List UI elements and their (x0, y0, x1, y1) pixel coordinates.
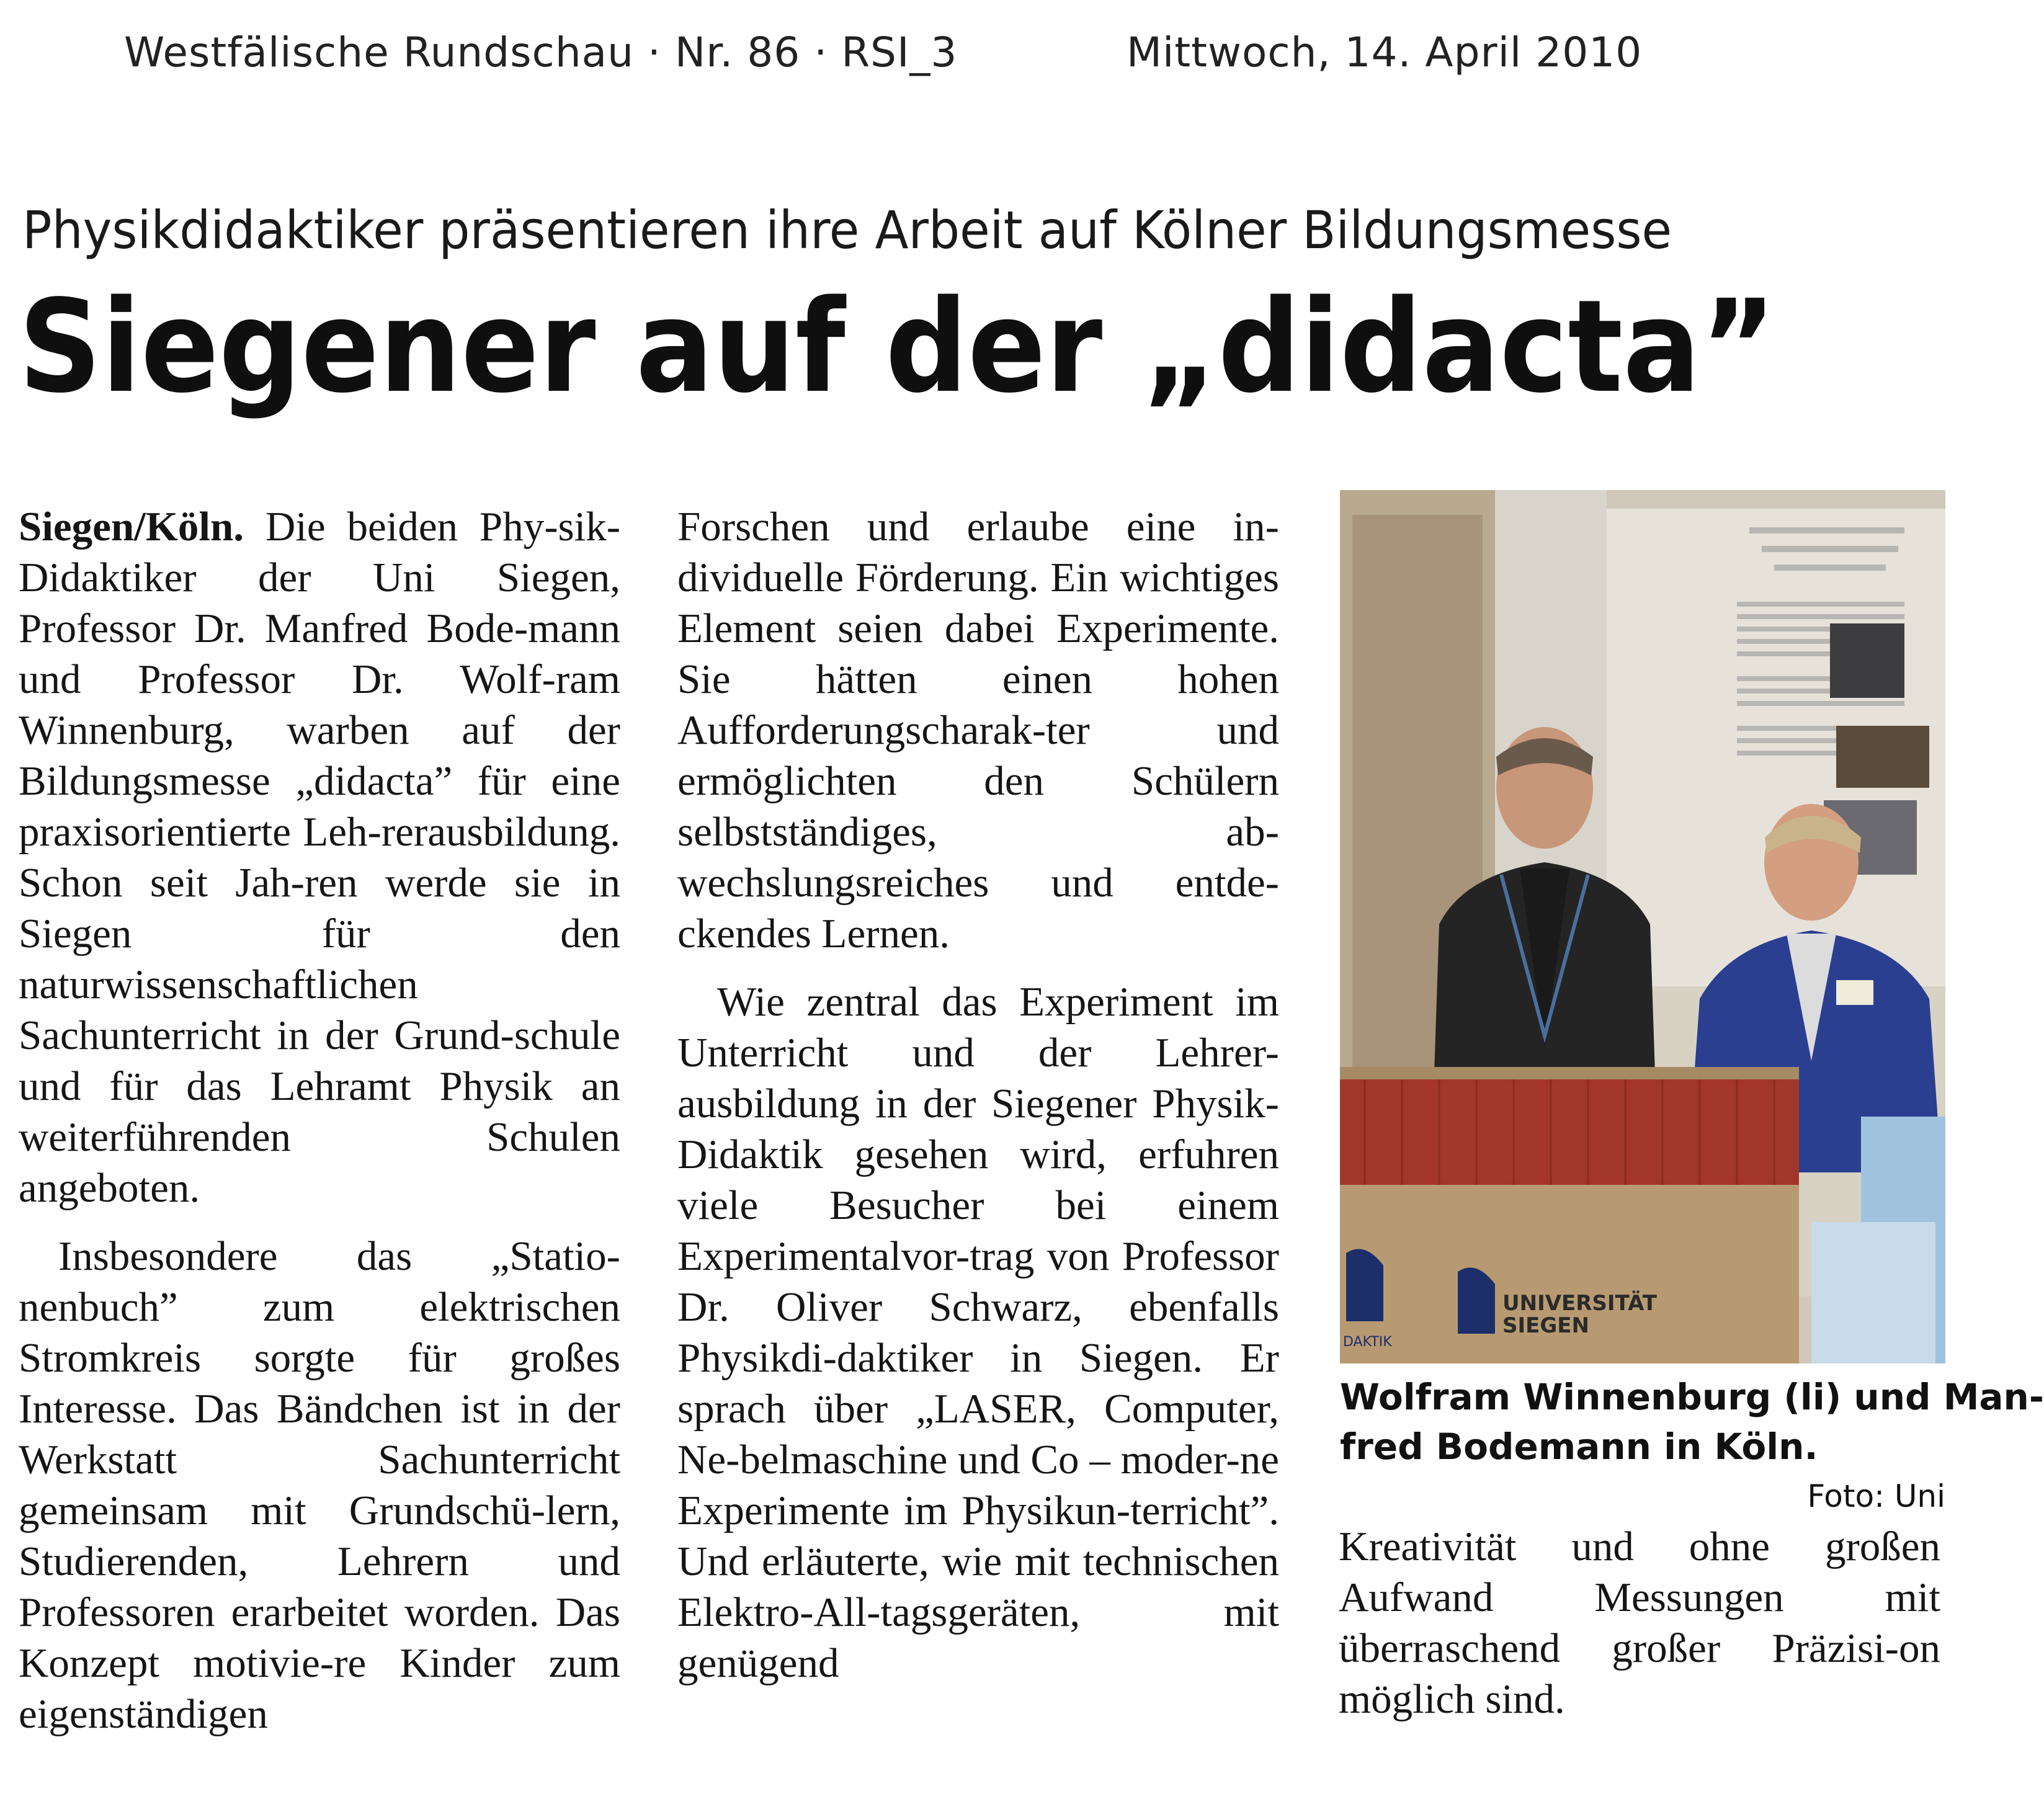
photo-credit: Foto: Uni (1807, 1478, 1945, 1514)
caption-line-2-text: fred Bodemann in Köln. (1340, 1426, 1818, 1468)
publication-masthead: Westfälische Rundschau · Nr. 86 · RSI_3 (124, 29, 958, 76)
paragraph-4: Wie zentral das Experiment im Unterricht und der Lehrer-ausbildung in der Siegener Physik-Didaktik gesehen wird, erfuhren viele Besucher bei einem Experimentalvor-trag von Professor Dr. Oliver Schwarz, ebenfalls Physikdi-daktiker in Siegen. Er sprach über „LASER, Computer, Ne-belmaschine und Co – moder-ne Experimente im Physikun-terricht”. Und erläuterte, wie mit technischen Elektro-All-tagsgeräten, mit genügend (677, 979, 1279, 1686)
article-column-2 (677, 501, 1279, 1689)
article-kicker: Physikdidaktiker präsentieren ihre Arbeit auf Kölner Bildungsmesse (22, 200, 1672, 261)
paragraph-1-text: Die beiden Phy-sik-Didaktiker der Uni Siegen, Professor Dr. Manfred Bode-mann und Professor Dr. Wolf-ram Winnenburg, warben auf der Bildungsmesse „didacta” für eine praxisorientierte Leh-rerausbildung. Schon seit Jah-ren werde sie in Siegen für den naturwissenschaftlichen Sachunterricht in der Grund-schule und für das Lehramt Physik an weiterführenden Schulen angeboten. (19, 504, 621, 1211)
sign-university-line2: SIEGEN (1502, 1313, 1589, 1338)
paragraph-2: Insbesondere das „Statio-nenbuch” zum elektrischen Stromkreis sorgte für großes Interesse. Das Bändchen ist in der Werkstatt Sachunterricht gemeinsam mit Grundschü-lern, Studierenden, Lehrern und Professoren erarbeitet worden. Das Konzept motivie-re Kinder zum eigenständigen (19, 1233, 620, 1737)
caption-line-2 (1340, 1422, 1945, 1514)
article-dateline: Siegen/Köln. (19, 504, 244, 550)
photo-caption (1340, 1372, 2044, 1521)
sign-university-line1: UNIVERSITÄT (1502, 1291, 1657, 1316)
article-column-1 (19, 501, 620, 1739)
article-headline: Siegener auf der „didacta” (19, 272, 1777, 421)
paragraph-3: Forschen und erlaube eine in-dividuelle Förderung. Ein wichtiges Element seien dabei Experimente. Sie hätten einen hohen Aufforderungscharak-ter und ermöglichten den Schülern selbstständiges, ab-wechslungsreiches und entde-ckendes Lernen. (677, 504, 1279, 957)
caption-line-1: Wolfram Winnenburg (li) und Man- (1340, 1376, 2044, 1418)
issue-date: Mittwoch, 14. April 2010 (1127, 29, 1643, 76)
paragraph-5: Kreativität und ohne großen Aufwand Messungen mit überraschend großer Präzisi-on möglich sind. (1339, 1524, 1940, 1722)
paragraph-1 (19, 501, 620, 1213)
article-photo (1340, 490, 1945, 1363)
article-column-3 (1339, 1521, 1940, 1725)
sign-left-label: DAKTIK (1343, 1334, 1392, 1350)
photo-illustration (1340, 490, 1945, 1363)
